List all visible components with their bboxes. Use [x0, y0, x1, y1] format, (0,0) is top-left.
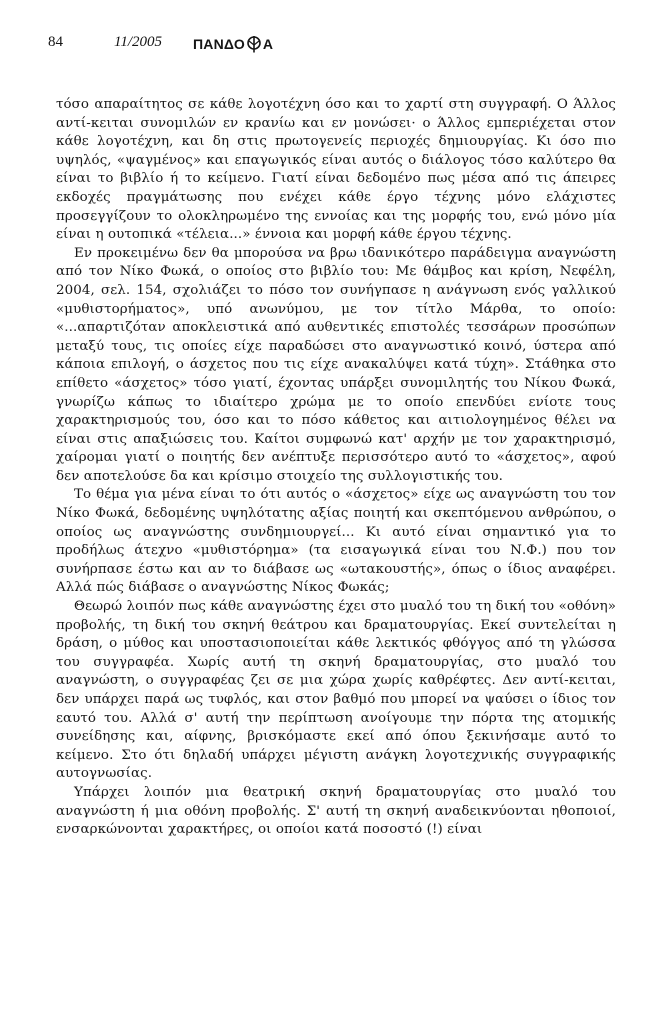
paragraph-2: Εν προκειμένω δεν θα μπορούσα να βρω ιδανικότερο παράδειγμα αναγνώστη από τον Νίκο Φωκά, ο οποίος στο βιβλίο του: Με θάμβος και κρίση, Νεφέλη, 2004, σελ. 154, σχολιάζει το πόσο τον συνήγπασε η ανάγνωση ενός γαλλικού «μυθιστορήματος», υπό ανωνύμου, με τον τίτλο Μάρθα, το οποίο: «...απαρτιζόταν αποκλειστικά από αυθεντικές επιστολές τεσσάρων προσώπων μεταξύ τους, τις οποίες είχε παραδώσει στο αναγνωστικό κοινό, ύστερα από κάποια επιλογή, ο άσχετος που τις είχε ανακαλύψει κατά τύχη». Στάθηκα στο επίθετο «άσχετος» τόσο γιατί, έχοντας υπάρξει συνομιλητής του Νίκου Φωκά, γνωρίζω κάπως το ιδιαίτερο χρώμα με το οποίο επενδύει ενίοτε τους χαρακτηρισμούς του, όσο και το πόσο κάθετος και αιτιολογημένος θέλει να είναι στις απαξιώσεις του. Καίτοι συμφωνώ κατ' αρχήν με τον χαρακτηρισμό, χαίρομαι γιατί ο ποιητής δεν ανέπτυξε περισσότερο αυτό το «άσχετος», αφού δεν αποτελούσε δα και κρίσιμο στοιχείο της συλλογιστικής του.	[56, 245, 616, 484]
masthead-text-start: ΠΑΝΔΟ	[193, 36, 245, 52]
paragraph-4: Θεωρώ λοιπόν πως κάθε αναγνώστης έχει στο μυαλό του τη δική του «οθόνη» προβολής, τη δική του σκηνή θεάτρου και δραματουργίας. Εκεί συντελείται η δράση, ο μύθος και υποστασιοποιείται κάθε λεκτικός φθόγγος από τη γλώσσα του συγγραφέα. Χωρίς αυτή τη σκηνή δραματουργίας, στο μυαλό του αναγνώστη, ο συγγραφέας ζει σε μια χώρα χωρίς καθρέφτες. Δεν αντί-κειται, δεν υπάρχει παρά ως τυφλός, και στον βαθμό που μπορεί να ψαύσει ο ίδιος τον εαυτό του. Αλλά σ' αυτή την περίπτωση ανοίγουμε την πόρτα της ατομικής συνείδησης και, αίφνης, βρισκόμαστε εκεί από όπου ξεκινήσαμε αυτό το κείμενο. Στο ότι δηλαδή υπάρχει μέγιστη ανάγκη λογοτεχνικής συγγραφικής αυτογνωσίας.	[56, 599, 616, 782]
paragraph-3: Το θέμα για μένα είναι το ότι αυτός ο «άσχετος» είχε ως αναγνώστη του τον Νίκο Φωκά, δεδομένης υψηλότατης αξίας ποιητή και σκεπτόμενου ανθρώπου, ο οποίος ως αναγνώστης συνδημιουργεί... Κι αυτό είναι σημαντικό για το προδήλως άτεχνο «μυθιστόρημα» (τα εισαγωγικά είναι του Ν.Φ.) που τον συνήρπασε έστω και αν το διάβασε ως «ωτακουστής», όπως ο ίδιος αναφέρει. Αλλά πώς διάβασε ο αναγνώστης Νίκος Φωκάς;	[56, 487, 616, 596]
running-header	[48, 34, 620, 56]
masthead-text-end: Α	[262, 36, 274, 52]
page-number: 84	[48, 34, 63, 50]
magazine-masthead	[193, 35, 273, 53]
paragraph-5: Υπάρχει λοιπόν μια θεατρική σκηνή δραματουργίας στο μυαλό του αναγνώστη ή μια οθόνη προβολής. Σ' αυτή τη σκηνή αναδεικνύονται ηθοποιοί, ενσαρκώνονται χαρακτήρες, οι οποίοι κατά ποσοστό (!) είναι	[56, 784, 616, 838]
issue-date: 11/2005	[114, 34, 163, 50]
logo-icon	[246, 35, 262, 53]
article-body	[56, 96, 616, 1006]
paragraph-1: τόσο απαραίτητος σε κάθε λογοτέχνη όσο και το χαρτί στη συγγραφή. Ο Άλλος αντί-κειται συνομιλών εν κρανίω και εν μονώσει· ο Άλλος εμπεριέχεται στον κάθε λογοτέχνη, και δη στις πρωτογενείς περιοχές δημιουργίας. Κι όσο πιο υψηλός, «ψαγμένος» και επαγωγικός είναι αυτός ο διάλογος τόσο καλύτερο θα είναι το βιβλίο ή το κείμενο. Γιατί είναι δεδομένο πως μέσα από τις άπειρες εκδοχές πραγμάτωσης που ενέχει κάθε έργο τέχνης μόνο ελάχιστες προσεγγίζουν το ολοκληρωμένο της εννοίας και της μορφής του, ενώ μόνο μία είναι η ουτοπικά «τέλεια...» έννοια και μορφή κάθε έργου τέχνης.	[56, 97, 616, 243]
